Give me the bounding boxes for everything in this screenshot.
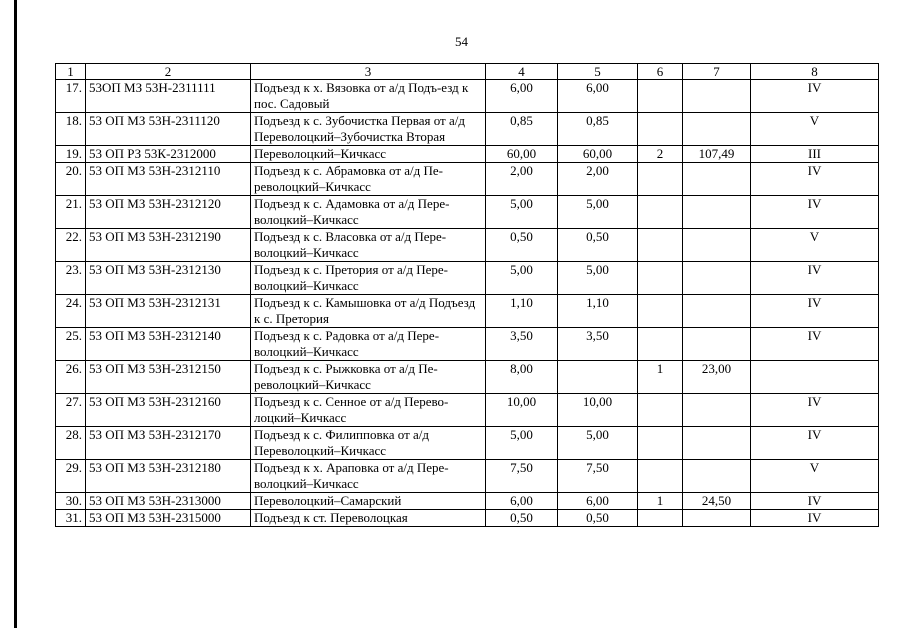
page-number: 54 bbox=[455, 34, 468, 49]
col-6-cell bbox=[638, 427, 683, 460]
col-4-cell: 2,00 bbox=[486, 163, 558, 196]
table-row bbox=[56, 163, 879, 196]
table-row bbox=[56, 460, 879, 493]
header-col-1: 1 bbox=[56, 64, 86, 80]
table-body bbox=[56, 80, 879, 527]
row-number-cell: 19. bbox=[56, 146, 86, 163]
col-8-cell: IV bbox=[751, 427, 879, 460]
col-4-cell: 5,00 bbox=[486, 196, 558, 229]
col-5-cell: 10,00 bbox=[558, 394, 638, 427]
table-row bbox=[56, 510, 879, 527]
col-5-cell bbox=[558, 361, 638, 394]
road-code-cell: 53 ОП МЗ 53Н-2311120 bbox=[86, 113, 251, 146]
page-left-border bbox=[14, 0, 17, 628]
col-4-cell: 5,00 bbox=[486, 427, 558, 460]
col-6-cell: 1 bbox=[638, 361, 683, 394]
header-col-6: 6 bbox=[638, 64, 683, 80]
table-row bbox=[56, 493, 879, 510]
col-4-cell: 60,00 bbox=[486, 146, 558, 163]
row-number-cell: 18. bbox=[56, 113, 86, 146]
table-row bbox=[56, 196, 879, 229]
col-4-cell: 0,50 bbox=[486, 229, 558, 262]
col-6-cell bbox=[638, 394, 683, 427]
col-6-cell: 1 bbox=[638, 493, 683, 510]
col-5-cell: 6,00 bbox=[558, 80, 638, 113]
road-code-cell: 53 ОП РЗ 53К-2312000 bbox=[86, 146, 251, 163]
col-5-cell: 0,50 bbox=[558, 510, 638, 527]
row-number-cell: 28. bbox=[56, 427, 86, 460]
row-number-cell: 24. bbox=[56, 295, 86, 328]
col-6-cell bbox=[638, 80, 683, 113]
roads-table bbox=[55, 63, 879, 527]
road-name-cell: Подъезд к с. Камышовка от а/д Подъезд к с. Претория bbox=[251, 295, 486, 328]
col-8-cell: IV bbox=[751, 394, 879, 427]
col-4-cell: 10,00 bbox=[486, 394, 558, 427]
col-7-cell: 23,00 bbox=[683, 361, 751, 394]
col-5-cell: 5,00 bbox=[558, 196, 638, 229]
road-code-cell: 53 ОП МЗ 53Н-2312190 bbox=[86, 229, 251, 262]
col-5-cell: 0,85 bbox=[558, 113, 638, 146]
col-5-cell: 2,00 bbox=[558, 163, 638, 196]
road-name-cell: Подъезд к ст. Переволоцкая bbox=[251, 510, 486, 527]
col-6-cell bbox=[638, 460, 683, 493]
col-5-cell: 5,00 bbox=[558, 427, 638, 460]
row-number-cell: 21. bbox=[56, 196, 86, 229]
road-code-cell: 53 ОП МЗ 53Н-2312170 bbox=[86, 427, 251, 460]
row-number-cell: 22. bbox=[56, 229, 86, 262]
row-number-cell: 29. bbox=[56, 460, 86, 493]
col-5-cell: 6,00 bbox=[558, 493, 638, 510]
table-row bbox=[56, 295, 879, 328]
col-7-cell bbox=[683, 328, 751, 361]
road-code-cell: 53 ОП МЗ 53Н-2312130 bbox=[86, 262, 251, 295]
col-7-cell bbox=[683, 460, 751, 493]
col-8-cell: IV bbox=[751, 196, 879, 229]
header-col-2: 2 bbox=[86, 64, 251, 80]
col-8-cell bbox=[751, 361, 879, 394]
road-name-cell: Подъезд к с. Рыжковка от а/д Пе-револоцкий–Кичкасс bbox=[251, 361, 486, 394]
col-6-cell bbox=[638, 229, 683, 262]
col-8-cell: IV bbox=[751, 328, 879, 361]
col-8-cell: V bbox=[751, 229, 879, 262]
col-8-cell: IV bbox=[751, 262, 879, 295]
col-7-cell bbox=[683, 510, 751, 527]
table-row bbox=[56, 80, 879, 113]
col-4-cell: 6,00 bbox=[486, 493, 558, 510]
col-4-cell: 6,00 bbox=[486, 80, 558, 113]
col-7-cell bbox=[683, 163, 751, 196]
row-number-cell: 25. bbox=[56, 328, 86, 361]
road-code-cell: 53 ОП МЗ 53Н-2312140 bbox=[86, 328, 251, 361]
col-6-cell bbox=[638, 113, 683, 146]
col-5-cell: 0,50 bbox=[558, 229, 638, 262]
road-name-cell: Подъезд к с. Филипповка от а/д Переволоцкий–Кичкасс bbox=[251, 427, 486, 460]
road-name-cell: Переволоцкий–Кичкасс bbox=[251, 146, 486, 163]
road-name-cell: Подъезд к с. Зубочистка Первая от а/д Переволоцкий–Зубочистка Вторая bbox=[251, 113, 486, 146]
road-code-cell: 53 ОП МЗ 53Н-2312160 bbox=[86, 394, 251, 427]
col-6-cell bbox=[638, 295, 683, 328]
table-row bbox=[56, 262, 879, 295]
col-5-cell: 60,00 bbox=[558, 146, 638, 163]
col-7-cell bbox=[683, 262, 751, 295]
col-4-cell: 8,00 bbox=[486, 361, 558, 394]
col-5-cell: 3,50 bbox=[558, 328, 638, 361]
row-number-cell: 17. bbox=[56, 80, 86, 113]
table-row bbox=[56, 229, 879, 262]
road-code-cell: 53 ОП МЗ 53Н-2312131 bbox=[86, 295, 251, 328]
road-code-cell: 53 ОП МЗ 53Н-2312150 bbox=[86, 361, 251, 394]
table-row bbox=[56, 361, 879, 394]
row-number-cell: 27. bbox=[56, 394, 86, 427]
col-6-cell bbox=[638, 328, 683, 361]
road-code-cell: 53 ОП МЗ 53Н-2313000 bbox=[86, 493, 251, 510]
header-col-5: 5 bbox=[558, 64, 638, 80]
road-code-cell: 53 ОП МЗ 53Н-2312180 bbox=[86, 460, 251, 493]
header-col-3: 3 bbox=[251, 64, 486, 80]
col-4-cell: 7,50 bbox=[486, 460, 558, 493]
col-7-cell bbox=[683, 196, 751, 229]
col-8-cell: III bbox=[751, 146, 879, 163]
col-7-cell bbox=[683, 427, 751, 460]
row-number-cell: 30. bbox=[56, 493, 86, 510]
col-4-cell: 3,50 bbox=[486, 328, 558, 361]
table-row bbox=[56, 146, 879, 163]
row-number-cell: 31. bbox=[56, 510, 86, 527]
col-7-cell bbox=[683, 229, 751, 262]
road-code-cell: 53ОП МЗ 53Н-2311111 bbox=[86, 80, 251, 113]
road-name-cell: Подъезд к с. Адамовка от а/д Пере-волоцкий–Кичкасс bbox=[251, 196, 486, 229]
road-name-cell: Подъезд к с. Радовка от а/д Пере-волоцкий–Кичкасс bbox=[251, 328, 486, 361]
col-4-cell: 0,85 bbox=[486, 113, 558, 146]
col-7-cell bbox=[683, 113, 751, 146]
road-name-cell: Подъезд к с. Абрамовка от а/д Пе-револоцкий–Кичкасс bbox=[251, 163, 486, 196]
col-4-cell: 5,00 bbox=[486, 262, 558, 295]
row-number-cell: 26. bbox=[56, 361, 86, 394]
table-header-row bbox=[56, 64, 879, 80]
col-6-cell bbox=[638, 163, 683, 196]
road-name-cell: Подъезд к с. Претория от а/д Пере-волоцкий–Кичкасс bbox=[251, 262, 486, 295]
col-7-cell: 107,49 bbox=[683, 146, 751, 163]
col-6-cell bbox=[638, 510, 683, 527]
col-4-cell: 1,10 bbox=[486, 295, 558, 328]
road-name-cell: Подъезд к с. Сенное от а/д Перево-лоцкий–Кичкасс bbox=[251, 394, 486, 427]
road-name-cell: Переволоцкий–Самарский bbox=[251, 493, 486, 510]
col-8-cell: IV bbox=[751, 295, 879, 328]
col-7-cell bbox=[683, 80, 751, 113]
table-row bbox=[56, 394, 879, 427]
road-name-cell: Подъезд к с. Власовка от а/д Пере-волоцкий–Кичкасс bbox=[251, 229, 486, 262]
col-5-cell: 5,00 bbox=[558, 262, 638, 295]
col-8-cell: IV bbox=[751, 510, 879, 527]
col-5-cell: 7,50 bbox=[558, 460, 638, 493]
col-6-cell bbox=[638, 196, 683, 229]
col-8-cell: IV bbox=[751, 80, 879, 113]
col-6-cell bbox=[638, 262, 683, 295]
col-7-cell: 24,50 bbox=[683, 493, 751, 510]
road-name-cell: Подъезд к х. Араповка от а/д Пере-волоцкий–Кичкасс bbox=[251, 460, 486, 493]
row-number-cell: 23. bbox=[56, 262, 86, 295]
col-7-cell bbox=[683, 394, 751, 427]
col-8-cell: IV bbox=[751, 493, 879, 510]
header-col-4: 4 bbox=[486, 64, 558, 80]
road-code-cell: 53 ОП МЗ 53Н-2312120 bbox=[86, 196, 251, 229]
table-row bbox=[56, 427, 879, 460]
table-row bbox=[56, 328, 879, 361]
col-6-cell: 2 bbox=[638, 146, 683, 163]
table-row bbox=[56, 113, 879, 146]
col-4-cell: 0,50 bbox=[486, 510, 558, 527]
header-col-8: 8 bbox=[751, 64, 879, 80]
col-8-cell: IV bbox=[751, 163, 879, 196]
col-8-cell: V bbox=[751, 460, 879, 493]
road-code-cell: 53 ОП МЗ 53Н-2312110 bbox=[86, 163, 251, 196]
row-number-cell: 20. bbox=[56, 163, 86, 196]
header-col-7: 7 bbox=[683, 64, 751, 80]
col-5-cell: 1,10 bbox=[558, 295, 638, 328]
road-name-cell: Подъезд к х. Вязовка от а/д Подъ-езд к пос. Садовый bbox=[251, 80, 486, 113]
col-8-cell: V bbox=[751, 113, 879, 146]
road-code-cell: 53 ОП МЗ 53Н-2315000 bbox=[86, 510, 251, 527]
col-7-cell bbox=[683, 295, 751, 328]
